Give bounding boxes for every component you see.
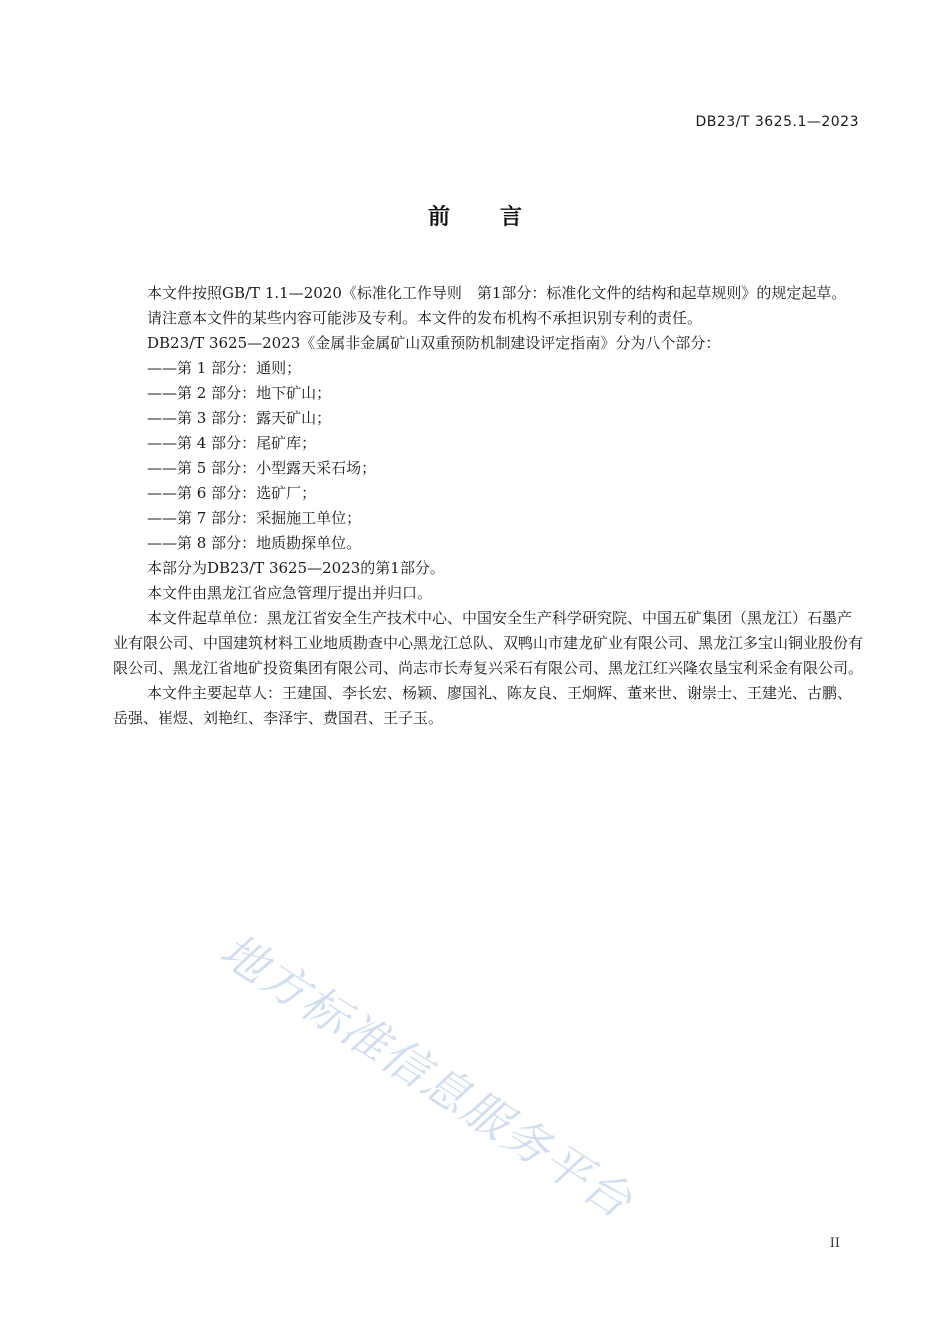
paragraph-proposer: 本文件由黑龙江省应急管理厅提出并归口。 [147, 584, 433, 602]
paragraph-drafting-units: 本文件起草单位：黑龙江省安全生产技术中心、中国安全生产科学研究院、中国五矿集团（黑龙江）石墨产业有限公司、中国建筑材料工业地质勘查中心黑龙江总队、双鸭山市建龙矿业有限公司、黑龙江多宝山铜业股份有限公司、黑龙江省地矿投资集团有限公司、尚志市长寿复兴采石有限公司、黑龙江红兴隆农垦宝利采金有限公司。 [113, 609, 864, 677]
paragraph-drafters: 本文件主要起草人：王建国、李长宏、杨颖、廖国礼、陈友良、王炯辉、董来世、谢崇士、王建光、古鹏、岳强、崔煜、刘艳红、李泽宇、费国君、王子玉。 [113, 684, 853, 727]
part-list-item: ——第 6 部分：选矿厂； [147, 484, 317, 502]
part-list-item: ——第 2 部分：地下矿山； [147, 384, 332, 402]
paragraph-drafting-basis: 本文件按照GB/T 1.1—2020《标准化工作导则 第1部分：标准化文件的结构和起草规则》的规定起草。 [147, 284, 847, 302]
document-code: DB23/T 3625.1—2023 [695, 114, 859, 130]
paragraph-part-statement: 本部分为DB23/T 3625—2023的第1部分。 [147, 559, 445, 577]
page-number: II [829, 1236, 840, 1251]
watermark: 地方标准信息服务平台 [210, 922, 643, 1230]
part-list-item: ——第 7 部分：采掘施工单位； [147, 509, 362, 527]
page-title: 前言 [427, 205, 572, 230]
part-list-item: ——第 3 部分：露天矿山； [147, 409, 332, 427]
preface-body [113, 281, 863, 731]
part-list-item: ——第 1 部分：通则； [147, 359, 302, 377]
part-list-item: ——第 5 部分：小型露天采石场； [147, 459, 377, 477]
part-list-item: ——第 8 部分：地质勘探单位。 [147, 534, 362, 552]
paragraph-structure: DB23/T 3625—2023《金属非金属矿山双重预防机制建设评定指南》分为八个部分： [147, 334, 721, 352]
paragraph-patent-notice: 请注意本文件的某些内容可能涉及专利。本文件的发布机构不承担识别专利的责任。 [147, 309, 703, 327]
part-list-item: ——第 4 部分：尾矿库； [147, 434, 317, 452]
